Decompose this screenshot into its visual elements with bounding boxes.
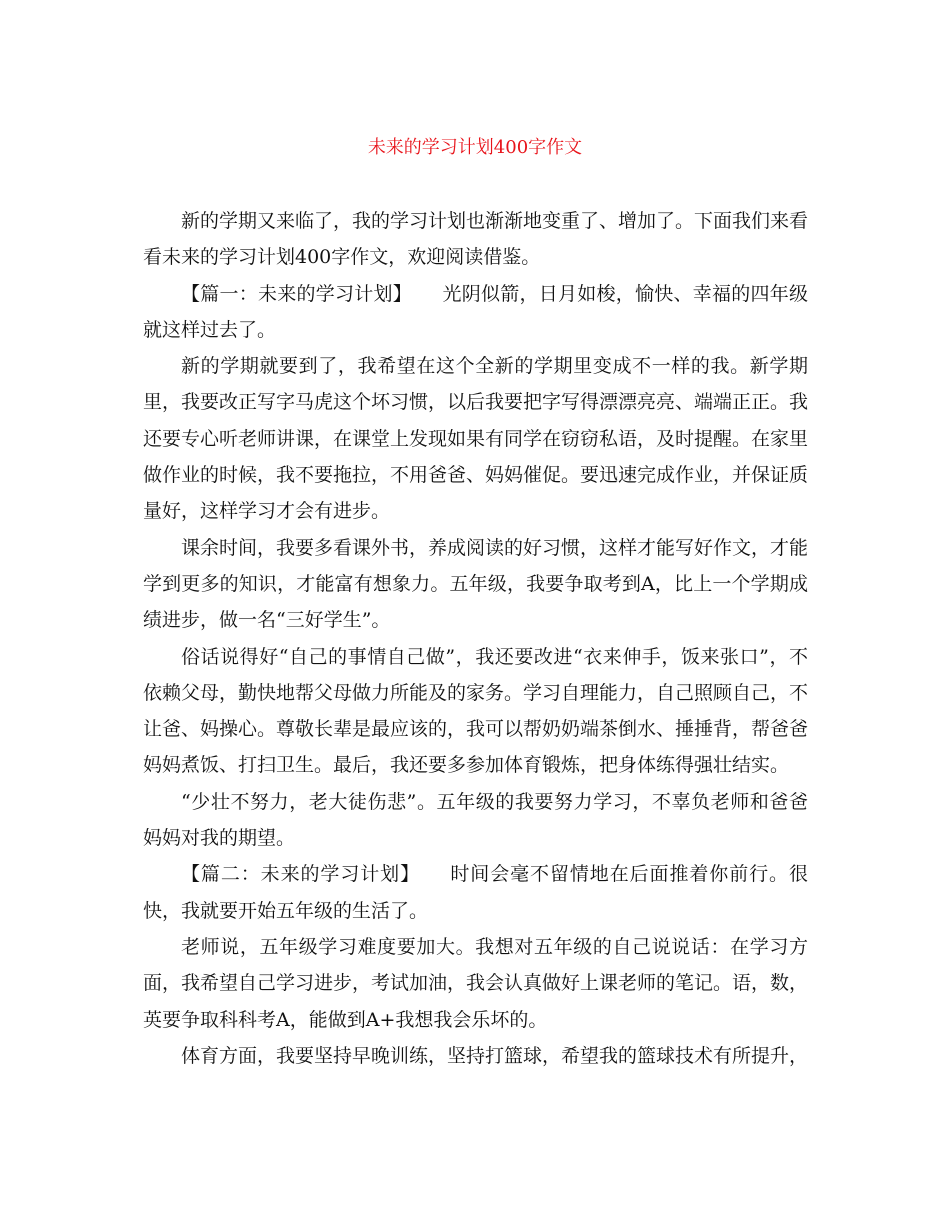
paragraph-intro [143,203,808,276]
paragraph-sports [143,1038,808,1074]
paragraph-text: 时间会毫不留情地在后面推着你前行。很快，我就要开始五年级的生活了。 [143,863,808,922]
paragraph-text: 新的学期就要到了，我希望在这个全新的学期里变成不一样的我。新学期里，我要改正写字马虎这个坏习惯，以后我要把字写得漂漂亮亮、端端正正。我还要专心听老师讲课，在课堂上发现如果有同学在窃窃私语，及时提醒。在家里做作业的时候，我不要拖拉，不用爸爸、妈妈催促。要迅速完成作业，并保证质量好，这样学习才会有进步。 [143,355,809,523]
paragraph-text: 体育方面，我要坚持早晚训练，坚持打篮球，希望我的篮球技术有所提升， [181,1044,809,1067]
section-heading-two: 【篇二：未来的学习计划】 [181,863,420,886]
paragraph-section-two-start [143,856,808,929]
paragraph-section-one-start [143,276,808,349]
paragraph-text: 新的学期又来临了，我的学习计划也渐渐地变重了、增加了。下面我们来看看未来的学习计划400字作文，欢迎阅读借鉴。 [143,210,809,269]
paragraph-spare-time [143,530,808,639]
paragraph-text: 课余时间，我要多看课外书，养成阅读的好习惯，这样才能写好作文，才能学到更多的知识，才能富有想象力。五年级，我要争取考到A，比上一个学期成绩进步，做一名“三好学生”。 [143,536,809,632]
paragraph-study-plan [143,929,808,1038]
paragraph-text: 光阴似箭，日月如梭，愉快、幸福的四年级就这样过去了。 [143,282,808,341]
paragraph-proverb [143,784,808,857]
paragraph-independence [143,639,808,784]
document-title: 未来的学习计划400字作文 [367,137,583,158]
paragraph-text: “少壮不努力，老大徒伤悲”。五年级的我要努力学习，不辜负老师和爸爸妈妈对我的期望。 [143,790,808,850]
document-body [143,203,808,1074]
section-heading-one: 【篇一：未来的学习计划】 [181,282,413,305]
paragraph-text: 俗话说得好“自己的事情自己做”，我还要改进“衣来伸手，饭来张口”，不依赖父母，勤快地帮父母做力所能及的家务。学习自理能力，自己照顾自己，不让爸、妈操心。尊敬长辈是最应该的，我可以帮奶奶端茶倒水、捶捶背，帮爸爸妈妈煮饭、打扫卫生。最后，我还要多参加体育锻炼，把身体练得强壮结实。 [143,645,809,777]
paragraph-text: 老师说，五年级学习难度要加大。我想对五年级的自己说说话：在学习方面，我希望自己学习进步，考试加油，我会认真做好上课老师的笔记。语，数，英要争取科科考A，能做到A+我想我会乐坏的。 [143,935,809,1031]
paragraph-new-semester [143,348,808,529]
